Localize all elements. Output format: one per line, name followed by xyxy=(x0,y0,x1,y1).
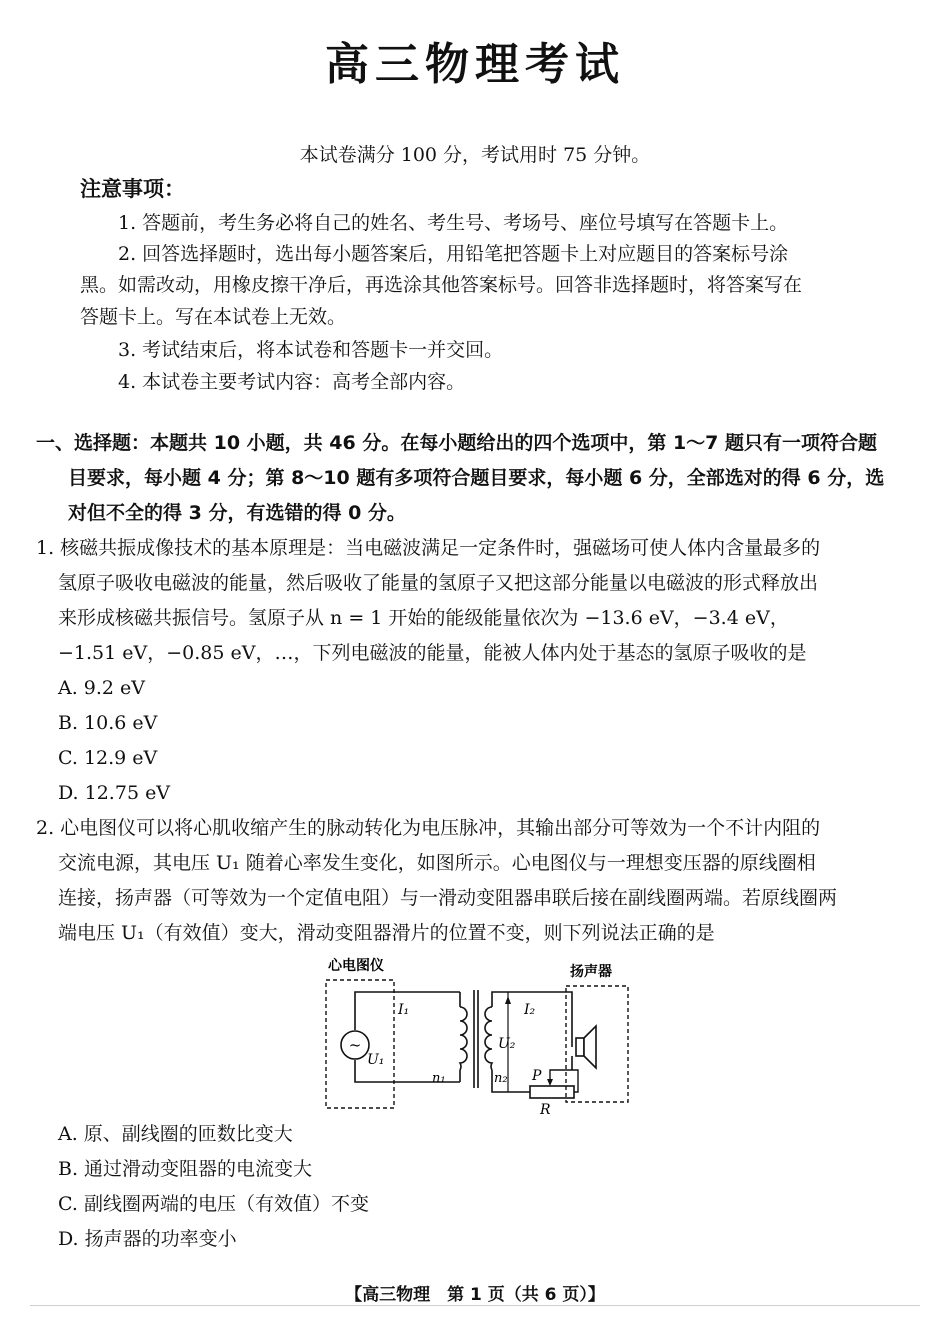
question-2-stem: 端电压 U₁（有效值）变大，滑动变阻器滑片的位置不变，则下列说法正确的是 xyxy=(58,922,715,944)
secondary-coil xyxy=(485,1007,492,1070)
n2-label: n₂ xyxy=(494,1071,508,1086)
ac-source-symbol: ~ xyxy=(348,1036,362,1054)
question-2-option-a: A. 原、副线圈的匝数比变大 xyxy=(58,1123,293,1145)
i1-label: I₁ xyxy=(398,1002,410,1018)
transformer-circuit-diagram xyxy=(310,952,640,1117)
question-1-option-d: D. 12.75 eV xyxy=(58,782,171,804)
question-2-option-c: C. 副线圈两端的电压（有效值）不变 xyxy=(58,1193,369,1215)
primary-coil xyxy=(460,1007,467,1070)
question-1-stem: 1. 核磁共振成像技术的基本原理是：当电磁波满足一定条件时，强磁场可使人体内含量最多的 xyxy=(36,537,821,559)
question-1-stem: −1.51 eV，−0.85 eV，…，下列电磁波的能量，能被人体内处于基态的氢原子吸收的是 xyxy=(58,642,807,664)
rheostat xyxy=(530,1086,574,1098)
question-2-stem: 交流电源，其电压 U₁ 随着心率发生变化，如图所示。心电图仪与一理想变压器的原线圈相 xyxy=(58,852,816,874)
notice-line: 答题卡上。写在本试卷上无效。 xyxy=(80,306,347,328)
footer-rule xyxy=(30,1305,920,1306)
question-2-option-d: D. 扬声器的功率变小 xyxy=(58,1228,237,1250)
question-2-stem: 2. 心电图仪可以将心肌收缩产生的脉动转化为电压脉冲，其输出部分可等效为一个不计内阻的 xyxy=(36,817,821,839)
p-label: P xyxy=(532,1068,542,1084)
notice-line: 黑。如需改动，用橡皮擦干净后，再选涂其他答案标号。回答非选择题时，将答案写在 xyxy=(80,274,803,296)
section-instructions: 目要求，每小题 4 分；第 8～10 题有多项符合题目要求，每小题 6 分，全部选对的得 6 分，选 xyxy=(68,467,885,489)
speaker-label: 扬声器 xyxy=(570,964,612,980)
exam-intro: 本试卷满分 100 分，考试用时 75 分钟。 xyxy=(299,144,651,166)
question-1-stem: 氢原子吸收电磁波的能量，然后吸收了能量的氢原子又把这部分能量以电磁波的形式释放出 xyxy=(58,572,819,594)
section-instructions: 一、选择题：本题共 10 小题，共 46 分。在每小题给出的四个选项中，第 1～7 题只有一项符合题 xyxy=(36,432,878,454)
page-title: 高三物理考试 xyxy=(325,39,625,90)
notice-line: 1. 答题前，考生务必将自己的姓名、考生号、考场号、座位号填写在答题卡上。 xyxy=(118,212,789,234)
n1-label: n₁ xyxy=(432,1071,446,1086)
u1-label: U₁ xyxy=(367,1052,385,1068)
u2-label: U₂ xyxy=(498,1036,516,1052)
page-footer: 【高三物理 第 1 页（共 6 页）】 xyxy=(345,1285,605,1305)
notice-heading: 注意事项： xyxy=(80,177,185,201)
notice-line: 4. 本试卷主要考试内容：高考全部内容。 xyxy=(118,371,466,393)
question-1-option-a: A. 9.2 eV xyxy=(58,677,146,699)
r-label: R xyxy=(540,1102,551,1117)
notice-line: 2. 回答选择题时，选出每小题答案后，用铅笔把答题卡上对应题目的答案标号涂 xyxy=(118,243,789,265)
question-1-option-c: C. 12.9 eV xyxy=(58,747,158,769)
speaker-icon xyxy=(576,1038,584,1056)
question-2-stem: 连接，扬声器（可等效为一个定值电阻）与一滑动变阻器串联后接在副线圈两端。若原线圈两 xyxy=(58,887,838,909)
i2-label: I₂ xyxy=(524,1002,536,1018)
section-instructions: 对但不全的得 3 分，有选错的得 0 分。 xyxy=(68,502,406,524)
question-2-option-b: B. 通过滑动变阻器的电流变大 xyxy=(58,1158,313,1180)
notice-line: 3. 考试结束后，将本试卷和答题卡一并交回。 xyxy=(118,339,504,361)
ecg-label: 心电图仪 xyxy=(328,958,384,974)
question-1-option-b: B. 10.6 eV xyxy=(58,712,158,734)
question-1-stem: 来形成核磁共振信号。氢原子从 n = 1 开始的能级能量依次为 −13.6 eV，−3.4 eV， xyxy=(58,607,789,629)
